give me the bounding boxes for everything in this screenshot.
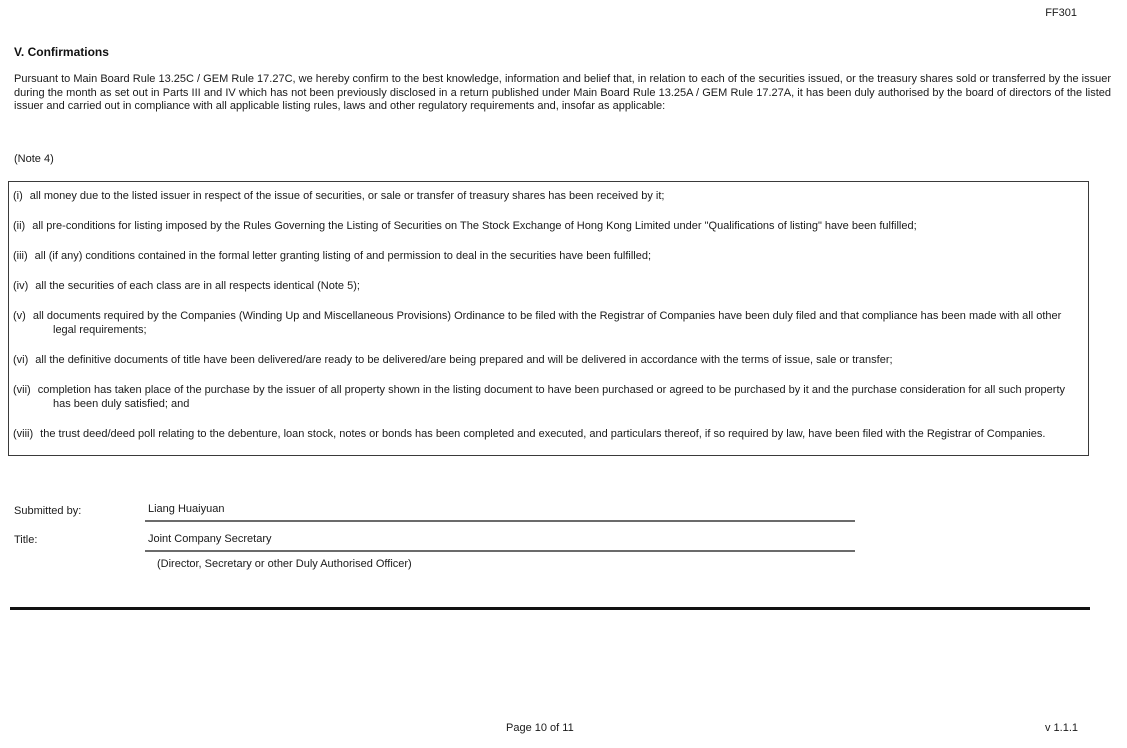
confirmation-marker: (i) <box>13 190 23 202</box>
note-reference: (Note 4) <box>14 153 54 165</box>
confirmation-item <box>13 189 1082 203</box>
confirmation-item <box>13 309 1082 337</box>
confirmation-marker: (viii) <box>13 428 34 440</box>
confirmation-item <box>13 427 1082 441</box>
confirmation-marker: (ii) <box>13 220 26 232</box>
title-field[interactable] <box>145 533 855 552</box>
confirmation-text: all the securities of each class are in all respects identical (Note 5); <box>35 280 360 292</box>
confirmation-item <box>13 383 1082 411</box>
title-value: Joint Company Secretary <box>148 533 272 545</box>
confirmation-item <box>13 249 1082 263</box>
confirmation-marker: (v) <box>13 310 26 322</box>
title-label: Title: <box>14 534 38 546</box>
confirmation-marker: (vi) <box>13 354 29 366</box>
confirmation-text: all (if any) conditions contained in the formal letter granting listing of and permission to deal in the securities have been fulfilled; <box>34 250 652 262</box>
version-label: v 1.1.1 <box>1044 722 1078 734</box>
submitted-by-field[interactable] <box>145 503 855 522</box>
confirmation-marker: (vii) <box>13 384 31 396</box>
intro-paragraph: Pursuant to Main Board Rule 13.25C / GEM Rule 17.27C, we hereby confirm to the best knowledge, information and belief that, in relation to each of the securities issued, or the treasury shares sold or transferred by the issuer during the month as set out in Parts III and IV which has not been previously disclosed in a return published under Main Board Rule 13.25A / GEM Rule 17.27A, it has been duly authorised by the board of directors of the listed issuer and carried out in compliance with all applicable listing rules, laws and other regulatory requirements and, insofar as applicable: <box>14 73 1111 112</box>
form-code: FF301 <box>1045 7 1077 19</box>
confirmation-item <box>13 353 1082 367</box>
confirmation-text: all the definitive documents of title have been delivered/are ready to be delivered/are being prepared and will be delivered in accordance with the terms of issue, sale or transfer; <box>35 354 893 366</box>
submitted-by-value: Liang Huaiyuan <box>148 503 225 515</box>
confirmations-box <box>8 181 1089 456</box>
confirmation-marker: (iv) <box>13 280 29 292</box>
title-hint: (Director, Secretary or other Duly Authorised Officer) <box>157 558 412 570</box>
confirmation-item <box>13 219 1082 233</box>
confirmation-text: the trust deed/deed poll relating to the debenture, loan stock, notes or bonds has been completed and executed, and particulars thereof, if so required by law, have been filed with the Registrar of Companies. <box>40 428 1046 440</box>
confirmation-text: all pre-conditions for listing imposed by the Rules Governing the Listing of Securities on The Stock Exchange of Hong Kong Limited under "Qualifications of listing" have been fulfilled; <box>32 220 917 232</box>
confirmation-item <box>13 279 1082 293</box>
page-indicator: Page 10 of 11 <box>506 722 574 734</box>
confirmation-text: all documents required by the Companies (Winding Up and Miscellaneous Provisions) Ordinance to be filed with the Registrar of Companies have been duly filed and that compliance has been made with all other legal requirements; <box>32 310 1062 336</box>
confirmation-text: all money due to the listed issuer in respect of the issue of securities, or sale or transfer of treasury shares has been received by it; <box>29 190 665 202</box>
section-divider <box>10 607 1090 610</box>
section-heading: V. Confirmations <box>14 45 109 59</box>
confirmation-marker: (iii) <box>13 250 28 262</box>
confirmation-text: completion has taken place of the purchase by the issuer of all property shown in the listing document to have been purchased or agreed to be purchased by it and the purchase consideration for all such property has been duly satisfied; and <box>37 384 1066 410</box>
submitted-by-label: Submitted by: <box>14 505 82 517</box>
